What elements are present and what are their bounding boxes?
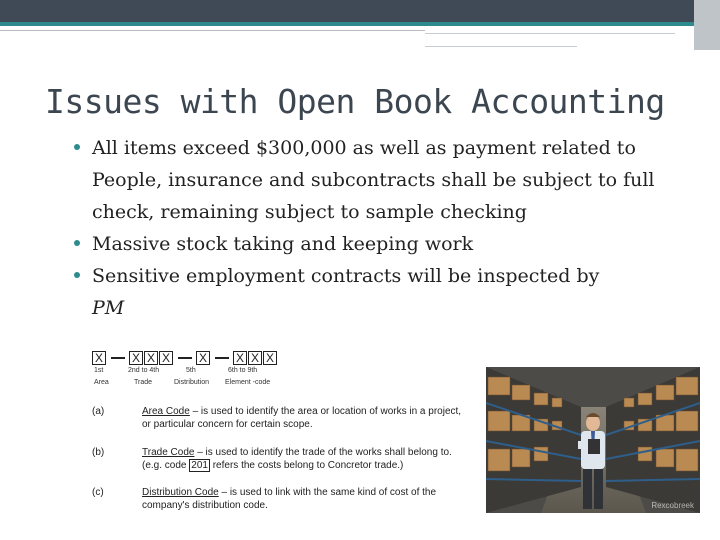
accent-line [425,46,577,47]
code-definition-letter: (a) [92,406,105,417]
bullet-list [74,132,674,324]
code-definition-letter: (b) [92,447,105,458]
code-dash [111,357,125,359]
bullet-text: All items exceed $300,000 as well as payment related to People, insurance and subcontracts shall be subject to full check, remaining subject to sample checking [92,137,655,223]
code-example-box: 201 [191,460,208,471]
code-term: Trade Code [142,447,195,458]
code-segment-label: Area [94,379,109,386]
code-term: Area Code [142,406,190,417]
bullet-item [74,260,674,324]
code-definition-letter: (c) [92,487,104,498]
bullet-item [74,132,674,228]
warehouse-illustration [486,367,700,513]
warehouse-photo [486,367,700,513]
code-description: – is used to identify the trade of the works shall belong to. (e.g. code [142,447,452,471]
bullet-dot [74,272,80,278]
code-definition-text [142,446,468,472]
slide-header-bar [0,0,720,26]
code-box: X [196,351,210,365]
accent-line [0,30,425,31]
code-dash [215,357,229,359]
code-dash [178,357,192,359]
code-boxes-row [92,349,278,365]
code-definition-text [142,486,468,512]
accent-line [425,33,675,34]
code-definition-text [142,405,468,431]
header-corner-block [694,0,720,50]
code-description: – is used to link with the same kind of cost of the company's distribution code. [142,487,437,511]
code-position-label: 1st [94,367,104,374]
code-box: X [233,351,247,365]
code-box: X [248,351,262,365]
bullet-dot [74,240,80,246]
code-box: X [159,351,173,365]
code-box: X [129,351,143,365]
code-position-label: 6th to 9th [228,367,258,374]
photo-watermark: Rexcobreek [651,501,694,510]
code-segment-label: Distribution [174,379,210,386]
code-box: X [144,351,158,365]
bullet-item [74,228,674,260]
code-segment-label: Element -code [225,379,271,386]
code-box: X [263,351,277,365]
code-box: X [92,351,106,365]
code-term: Distribution Code [142,487,219,498]
header-dark-band [0,0,720,24]
code-position-label: 2nd to 4th [128,367,160,374]
bullet-dot [74,144,80,150]
code-segment-label: Trade [134,379,153,386]
cost-code-diagram [88,345,468,515]
bullet-text: Massive stock taking and keeping work [92,233,474,255]
code-description: refers the costs belong to Concretor trade.) [209,460,404,471]
code-description: – is used to identify the area or location of works in a project, or particular concern for certain scope. [142,406,462,430]
slide-title: Issues with Open Book Accounting [45,82,665,121]
bullet-text: Sensitive employment contracts will be inspected by [92,265,600,287]
code-position-label: 5th [186,367,196,374]
header-teal-stripe [0,22,720,26]
bullet-text-continued: PM [92,297,125,319]
